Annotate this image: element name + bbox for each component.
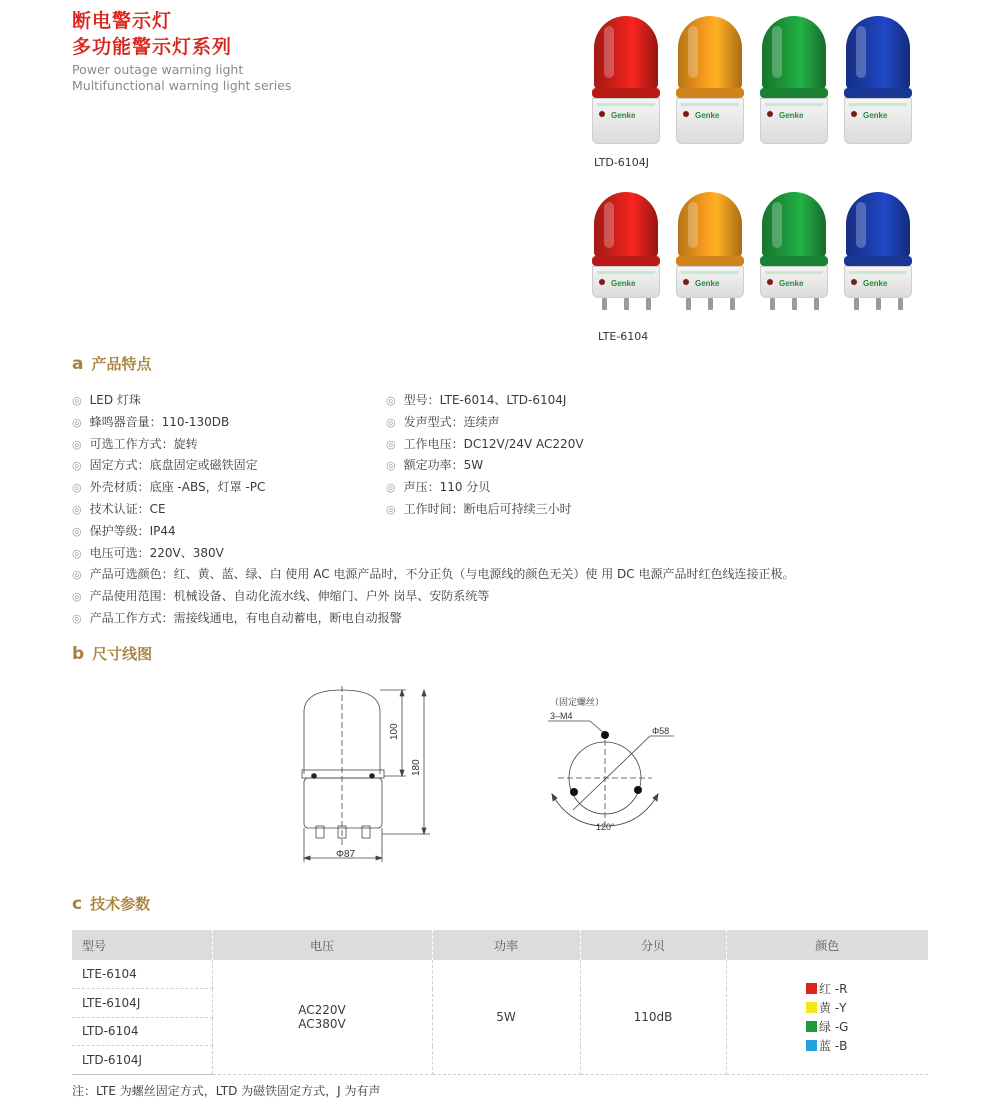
indicator-dot: [599, 111, 605, 117]
base-strip: [765, 103, 823, 106]
feature-item: [72, 479, 265, 496]
lamp-ring: [592, 88, 660, 98]
brand-logo: Genke: [695, 111, 720, 120]
product-image-row-lte: [590, 190, 930, 330]
product-model-label-ltd: LTD-6104J: [594, 156, 650, 169]
bullet-icon: ◎: [72, 612, 82, 625]
lamp-dome: [846, 192, 910, 258]
feature-text: 产品可选颜色：红、黄、蓝、绿、白 使用 AC 电源产品时，不分正负（与电源线的颜色无关）使 用 DC 电源产品时红色线连接正极。: [89, 567, 795, 582]
feature-item: [72, 501, 166, 518]
title-cn-line1: 断电警示灯: [72, 10, 173, 32]
feature-item: [72, 566, 795, 583]
lamp-ring: [760, 256, 828, 266]
screw-spec-label: 3–M4: [550, 711, 573, 721]
color-label: 黄 -Y: [819, 1000, 847, 1015]
side-view: [302, 686, 430, 862]
lamp-base: [760, 266, 828, 298]
feature-item: [72, 414, 229, 431]
bullet-icon: ◎: [72, 503, 82, 516]
header-voltage: 电压: [212, 930, 432, 960]
warning-light-image: [758, 190, 830, 325]
feature-text: 产品工作方式：需接线通电，有电自动蓄电，断电自动报警: [89, 611, 402, 625]
lamp-base: [676, 266, 744, 298]
dim-width-label: Φ87: [336, 849, 356, 860]
feature-item: [386, 436, 584, 453]
color-label: 红 -R: [819, 981, 848, 996]
color-swatch: [806, 1021, 817, 1032]
terminal-pin: [646, 298, 651, 310]
bullet-icon: ◎: [72, 459, 82, 473]
lamp-dome: [678, 16, 742, 90]
feature-text: 型号：LTE-6014、LTD-6104J: [403, 393, 567, 407]
warning-light-image: [590, 14, 662, 149]
base-strip: [597, 103, 655, 106]
base-strip: [597, 271, 655, 274]
bullet-icon: ◎: [72, 437, 82, 451]
color-label: 蓝 -B: [819, 1038, 848, 1053]
color-option: [806, 1017, 848, 1036]
section-b-heading: [72, 644, 152, 664]
feature-text: LED 灯珠: [89, 393, 141, 407]
bullet-icon: ◎: [72, 415, 82, 429]
bullet-icon: ◎: [72, 481, 82, 495]
feature-item: [386, 457, 483, 474]
bullet-icon: ◎: [386, 415, 396, 429]
brand-logo: Genke: [695, 279, 720, 288]
feature-item: [72, 610, 402, 627]
terminal-pin: [686, 298, 691, 310]
page-title: [72, 8, 232, 60]
lamp-dome: [846, 16, 910, 90]
terminal-pin: [730, 298, 735, 310]
feature-text: 产品使用范围：机械设备、自动化流水线、伸缩门、户外 岗旱、安防系统等: [89, 589, 490, 604]
warning-light-image: [842, 190, 914, 325]
feature-item: [72, 392, 141, 409]
warning-light-image: [758, 14, 830, 149]
feature-text: 电压可选：220V、380V: [89, 545, 224, 560]
lamp-ring: [760, 88, 828, 98]
brand-logo: Genke: [863, 279, 888, 288]
brand-logo: Genke: [611, 279, 636, 288]
bullet-icon: ◎: [386, 503, 396, 516]
bullet-icon: ◎: [72, 524, 82, 538]
title-en-line2: Multifunctional warning light series: [72, 78, 292, 93]
section-c-title: 技术参数: [90, 895, 151, 913]
feature-text: 声压：110 分贝: [403, 480, 491, 495]
voltage-value-1: AC220V: [298, 1002, 346, 1017]
model-cell: LTE-6104: [72, 960, 212, 989]
lamp-base: [592, 98, 660, 144]
bullet-icon: ◎: [72, 546, 82, 560]
base-strip: [765, 271, 823, 274]
product-model-label-lte: LTE-6104: [598, 330, 649, 343]
base-strip: [681, 271, 739, 274]
base-strip: [849, 271, 907, 274]
lamp-base: [844, 98, 912, 144]
bottom-view: [548, 696, 674, 832]
lamp-dome: [762, 192, 826, 258]
bullet-icon: ◎: [386, 437, 396, 451]
indicator-dot: [599, 279, 605, 285]
feature-text: 工作电压：DC12V/24V AC220V: [403, 436, 584, 451]
section-b-letter: b: [72, 644, 85, 664]
table-row: [72, 960, 928, 989]
lamp-dome: [762, 16, 826, 90]
bullet-icon: ◎: [386, 394, 396, 407]
title-cn-line2: 多功能警示灯系列: [72, 36, 233, 58]
lamp-ring: [844, 256, 912, 266]
section-c-heading: [72, 894, 150, 914]
indicator-dot: [767, 279, 773, 285]
lamp-dome: [594, 16, 658, 90]
header-color: 颜色: [726, 930, 928, 960]
color-option: [806, 1036, 848, 1055]
warning-light-image: [674, 190, 746, 325]
terminal-pin: [898, 298, 903, 310]
header-model: 型号: [72, 930, 212, 960]
feature-text: 额定功率：5W: [403, 458, 484, 473]
color-label: 绿 -G: [819, 1019, 849, 1034]
dim-dome-height-label: 100: [389, 723, 400, 740]
voltage-value-2: AC380V: [298, 1016, 346, 1031]
header-power: 功率: [432, 930, 580, 960]
feature-text: 可选工作方式：旋转: [89, 436, 198, 451]
section-b-title: 尺寸线图: [92, 645, 153, 663]
page-subtitle: [72, 62, 291, 94]
terminal-pin: [708, 298, 713, 310]
lamp-ring: [592, 256, 660, 266]
lamp-base: [760, 98, 828, 144]
indicator-dot: [851, 279, 857, 285]
color-option: [806, 979, 848, 998]
terminal-pin: [624, 298, 629, 310]
power-cell: 5W: [432, 960, 580, 1074]
bullet-icon: ◎: [386, 459, 396, 473]
base-strip: [849, 103, 907, 106]
voltage-cell: [212, 960, 432, 1074]
brand-logo: Genke: [779, 111, 804, 120]
circle-diameter-label: Φ58: [652, 726, 670, 736]
bullet-icon: ◎: [386, 481, 396, 495]
feature-item: [386, 501, 572, 518]
section-a-title: 产品特点: [91, 355, 152, 373]
dimension-drawing: [290, 676, 710, 876]
decibel-cell: 110dB: [580, 960, 726, 1074]
color-option: [806, 998, 848, 1017]
dim-total-height-label: 180: [411, 759, 422, 776]
color-swatch: [806, 983, 817, 994]
feature-item: [72, 545, 224, 562]
header-decibel: 分贝: [580, 930, 726, 960]
color-swatch: [806, 1040, 817, 1051]
lamp-base: [844, 266, 912, 298]
lamp-base: [592, 266, 660, 298]
feature-item: [386, 392, 566, 409]
brand-logo: Genke: [863, 111, 888, 120]
angle-label: 120°: [596, 822, 615, 832]
terminal-pin: [770, 298, 775, 310]
lamp-dome: [678, 192, 742, 258]
feature-text: 保护等级：IP44: [89, 523, 176, 538]
brand-logo: Genke: [779, 279, 804, 288]
model-cell: LTD-6104J: [72, 1046, 212, 1075]
model-cell: LTE-6104J: [72, 989, 212, 1018]
base-strip: [681, 103, 739, 106]
feature-text: 外壳材质：底座 -ABS，灯罩 -PC: [89, 480, 266, 495]
lamp-ring: [676, 88, 744, 98]
bullet-icon: ◎: [72, 568, 82, 582]
title-en-line1: Power outage warning light: [72, 62, 244, 77]
brand-logo: Genke: [611, 111, 636, 120]
feature-text: 技术认证：CE: [89, 502, 166, 516]
section-a-heading: [72, 354, 152, 374]
feature-item: [72, 588, 489, 605]
terminal-pin: [602, 298, 607, 310]
indicator-dot: [683, 279, 689, 285]
lamp-dome: [594, 192, 658, 258]
terminal-pin: [814, 298, 819, 310]
section-c-letter: c: [72, 894, 83, 914]
feature-item: [72, 436, 198, 453]
warning-light-image: [674, 14, 746, 149]
section-a-letter: a: [72, 354, 84, 374]
feature-item: [386, 414, 500, 431]
product-image-row-ltd: [590, 14, 930, 154]
color-cell: [726, 960, 928, 1074]
indicator-dot: [683, 111, 689, 117]
feature-text: 固定方式：底盘固定或磁铁固定: [89, 458, 258, 473]
feature-item: [72, 523, 176, 540]
model-cell: LTD-6104: [72, 1017, 212, 1046]
feature-text: 蜂鸣器音量：110-130DB: [89, 414, 230, 429]
indicator-dot: [851, 111, 857, 117]
warning-light-image: [842, 14, 914, 149]
color-swatch: [806, 1002, 817, 1013]
spec-table: [72, 930, 928, 1075]
feature-text: 工作时间：断电后可持续三小时: [403, 502, 572, 516]
terminal-pin: [792, 298, 797, 310]
footnote: 注：LTE 为螺丝固定方式，LTD 为磁铁固定方式，J 为有声: [72, 1084, 381, 1098]
warning-light-image: [590, 190, 662, 325]
spec-table-header-row: [72, 930, 928, 960]
color-list: [806, 979, 848, 1055]
lamp-ring: [844, 88, 912, 98]
lamp-base: [676, 98, 744, 144]
lamp-ring: [676, 256, 744, 266]
bullet-icon: ◎: [72, 590, 82, 604]
feature-item: [386, 479, 490, 496]
terminal-pin: [854, 298, 859, 310]
indicator-dot: [767, 111, 773, 117]
feature-item: [72, 457, 258, 474]
fixing-screw-note: （固定螺丝）: [550, 697, 605, 707]
terminal-pin: [876, 298, 881, 310]
bullet-icon: ◎: [72, 394, 82, 407]
feature-text: 发声型式：连续声: [403, 414, 500, 429]
